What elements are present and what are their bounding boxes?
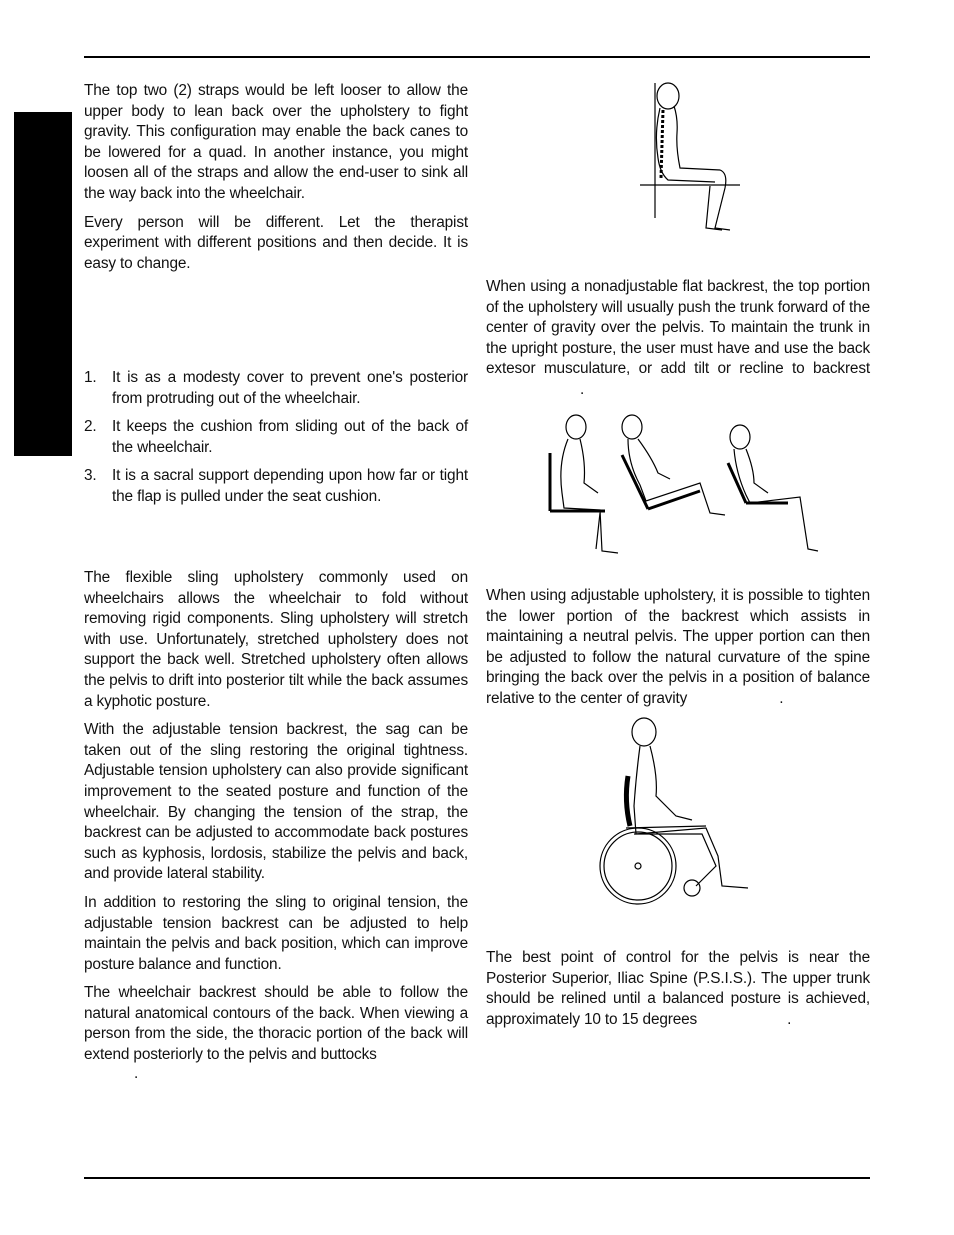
spine-posture-illustration bbox=[630, 78, 750, 238]
left-column-bottom bbox=[84, 568, 468, 1074]
paragraph-sling: The flexible sling upholstery commonly used on wheelchairs allows the wheelchair to fold without removing rigid components. Sling upholstery will stretch with use. Unfortunately, stretched upholstery does not support the back well. Stretched upholstery often allows the pelvis to drift into posterior tilt while the back assumes a kyphotic posture. bbox=[84, 569, 468, 710]
paragraph-psis: The best point of control for the pelvis is near the Posterior Superior, Iliac Spine (P.S.I.S.). The upper trunk should be relined until a balanced posture is achieved, approximately 10 to 15 degrees . bbox=[486, 949, 870, 1028]
flap-purpose-list bbox=[84, 368, 468, 516]
paragraph-anatomical: The wheelchair backrest should be able to follow the natural anatomical contours of the back. When viewing a person from the side, the thoracic portion of the back will extend posteriorly to the pelvis and buttocks bbox=[84, 984, 468, 1064]
paragraph-every-person: Every person will be different. Let the therapist experiment with different positions and then decide. It is easy to change. bbox=[84, 213, 468, 272]
paragraph-restoring: In addition to restoring the sling to original tension, the adjustable tension backrest can be adjusted to help maintain the pelvis and back position, which can improve posture balance and function. bbox=[84, 893, 468, 973]
list-item: 3. It is a sacral support depending upon how far or tight the flap is pulled under the seat cushion. bbox=[84, 467, 468, 505]
wheelchair-posture-illustration bbox=[596, 716, 756, 910]
left-column-top bbox=[84, 81, 468, 282]
paragraph-anatomical-end: . bbox=[134, 1065, 139, 1082]
three-backrest-postures-illustration bbox=[540, 413, 830, 558]
paragraph-adjustable-upholstery: When using adjustable upholstery, it is possible to tighten the lower portion of the backrest which assists in maintaining a neutral pelvis. The upper portion can then be adjusted to follow the natural curvature of the spine bringing the back over the pelvis in a position of balance relative to the center of gravity . bbox=[486, 587, 870, 707]
paragraph-flat-backrest: When using a nonadjustable flat backrest, the top portion of the upholstery will usually push the trunk forward of the center of gravity over the pelvis. To maintain the trunk in the upright posture, the user must have and use the back extesor musculature, or add tilt or recline to backrest. bbox=[486, 278, 870, 398]
list-item: 1. It is as a modesty cover to prevent one's posterior from protruding out of the wheelchair. bbox=[84, 369, 468, 407]
list-item: 2. It keeps the cushion from sliding out of the back of the wheelchair. bbox=[84, 418, 468, 456]
section-tab bbox=[14, 112, 72, 456]
top-rule bbox=[84, 56, 870, 58]
paragraph-straps: The top two (2) straps would be left looser to allow the upper body to lean back over the upholstery to fight gravity. This configuration may enable the back canes to be lowered for a quad. In another instance, you might loosen all of the straps and allow the end-user to sink all the way back into the wheelchair. bbox=[84, 82, 468, 202]
paragraph-adjustable-tension: With the adjustable tension backrest, the sag can be taken out of the sling restoring the original tightness. Adjustable tension upholstery can also provide significant improvement to the seated posture and function of the wheelchair. By changing the tension of the strap, the backrest can be adjusted to accommodate back postures such as kyphosis, lordosis, stabilize the pelvis and back, and provide lateral stability. bbox=[84, 721, 468, 883]
bottom-rule bbox=[84, 1177, 870, 1179]
